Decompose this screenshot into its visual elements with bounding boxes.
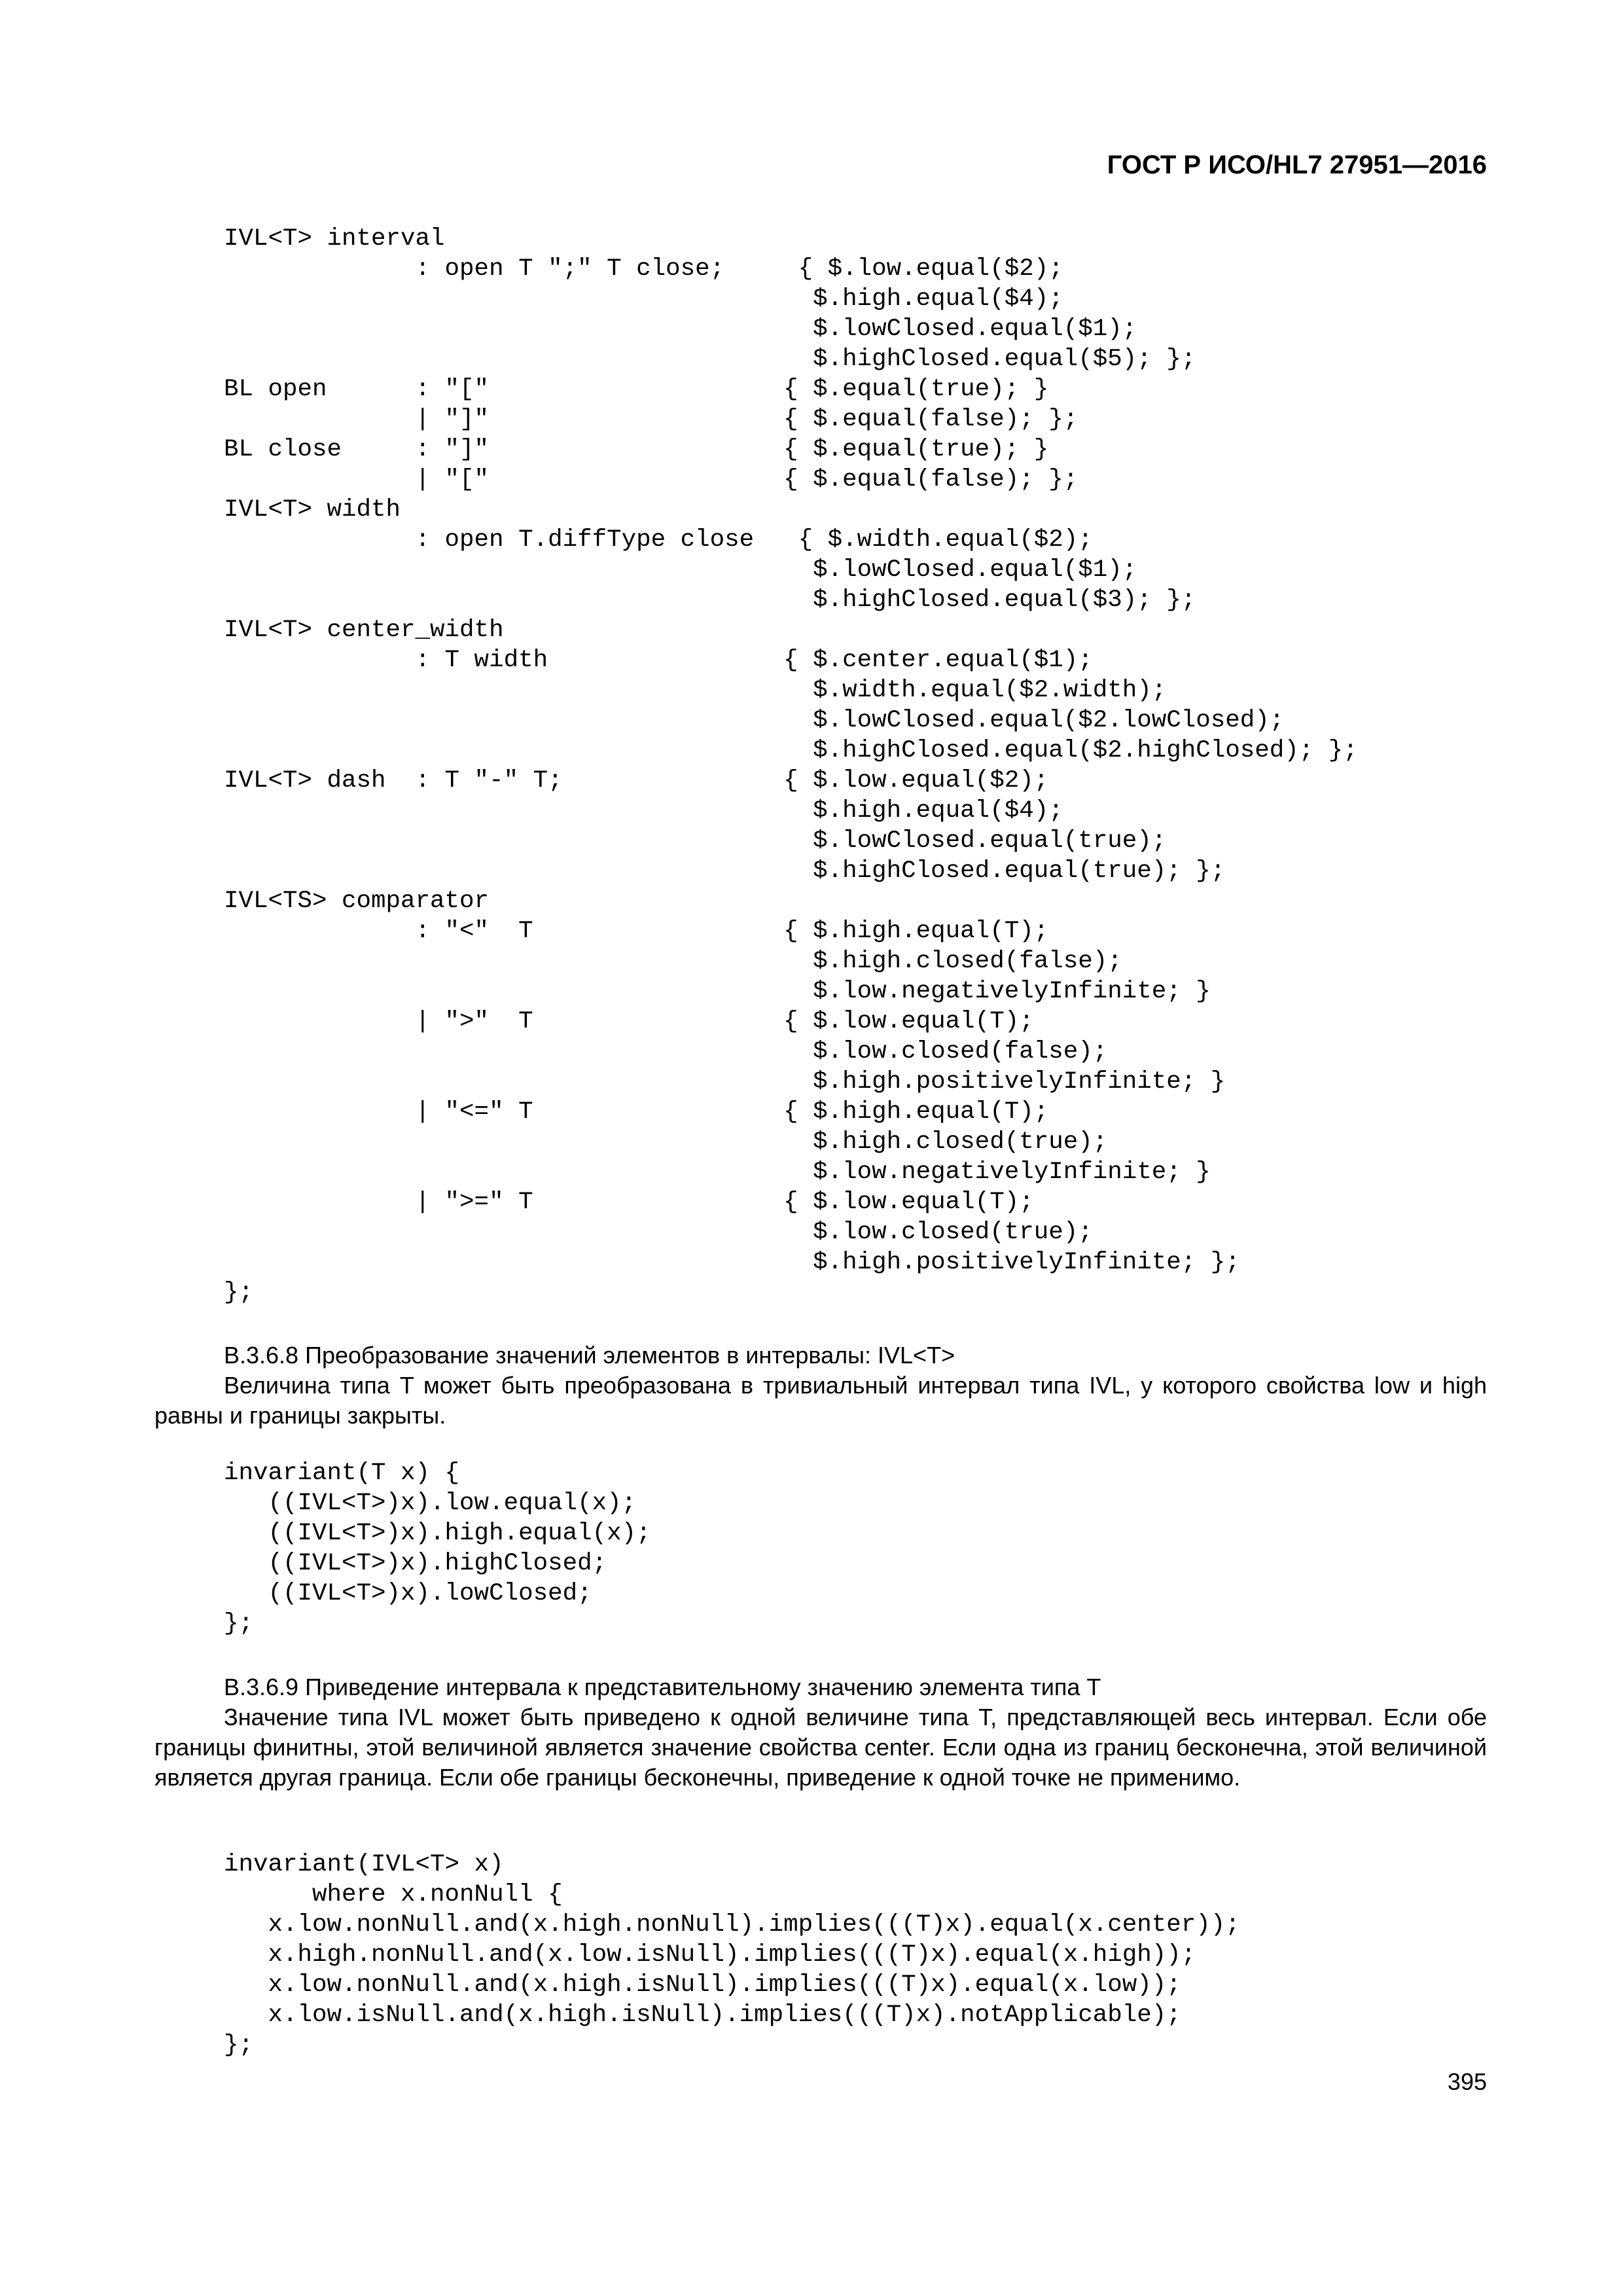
- code-block-invariant-representative: invariant(IVL<T> x) where x.nonNull { x.low.nonNull.and(x.high.nonNull).implies(((T)x).equal(x.center)); x.high.nonNull.and(x.low.isNull).implies(((T)x).equal(x.high)); x.low.nonNull.and(x.high.isNull).implies(((T)x).equal(x.low)); x.low.isNull.and(x.high.isNull).implies(((T)x).notApplicable); };: [224, 1851, 1240, 2059]
- page-number: 395: [1447, 2068, 1487, 2095]
- section-title-b369: B.3.6.9 Приведение интервала к представительному значению элемента типа T: [224, 1674, 1101, 1700]
- section-title-b368: B.3.6.8 Преобразование значений элементов в интервалы: IVL<T>: [224, 1342, 955, 1369]
- section-paragraph-b369: Значение типа IVL может быть приведено к одной величине типа T, представляющей весь интервал. Если обе границы финитны, этой величиной является значение свойства center. Если одна из границ бесконечна, этой величиной является другая граница. Если обе границы бесконечны, приведение к одной точке не применимо.: [154, 1704, 1487, 1791]
- code-block-interval-grammar: IVL<T> interval : open T ";" T close; { $.low.equal($2); $.high.equal($4); $.lowClosed.equal($1); $.highClosed.equal($5); }; BL open : "[" { $.equal(true); } | "]" { $.equal(false); }; BL close : "]" { $.equal(true); } | "[" { $.equal(false); }; IVL<T> width : open T.diffType close { $.width.equal($2); $.lowClosed.equal($1); $.highClosed.equal($3); }; IVL<T> center_width : T width { $.center.equal($1); $.width.equal($2.width); $.lowClosed.equal($2.lowClosed); $.highClosed.equal($2.highClosed); }; IVL<T> dash : T "-" T; { $.low.equal($2); $.high.equal($4); $.lowClosed.equal(true); $.highClosed.equal(true); }; IVL<TS> comparator : "<" T { $.high.equal(T); $.high.closed(false); $.low.negativelyInfinite; } | ">" T { $.low.equal(T); $.low.closed(false); $.high.positivelyInfinite; } | "<=" T { $.high.equal(T); $.high.closed(true); $.low.negativelyInfinite; } | ">=" T { $.low.equal(T); $.low.closed(true); $.high.positivelyInfinite; }; };: [224, 225, 1358, 1306]
- code-block-invariant-trivial: invariant(T x) { ((IVL<T>)x).low.equal(x); ((IVL<T>)x).high.equal(x); ((IVL<T>)x).highClosed; ((IVL<T>)x).lowClosed; };: [224, 1460, 651, 1638]
- document-header-standard: ГОСТ Р ИСО/HL7 27951—2016: [1107, 151, 1487, 179]
- section-paragraph-b368: Величина типа T может быть преобразована в тривиальный интервал типа IVL, у которого свойства low и high равны и границы закрыты.: [154, 1372, 1487, 1429]
